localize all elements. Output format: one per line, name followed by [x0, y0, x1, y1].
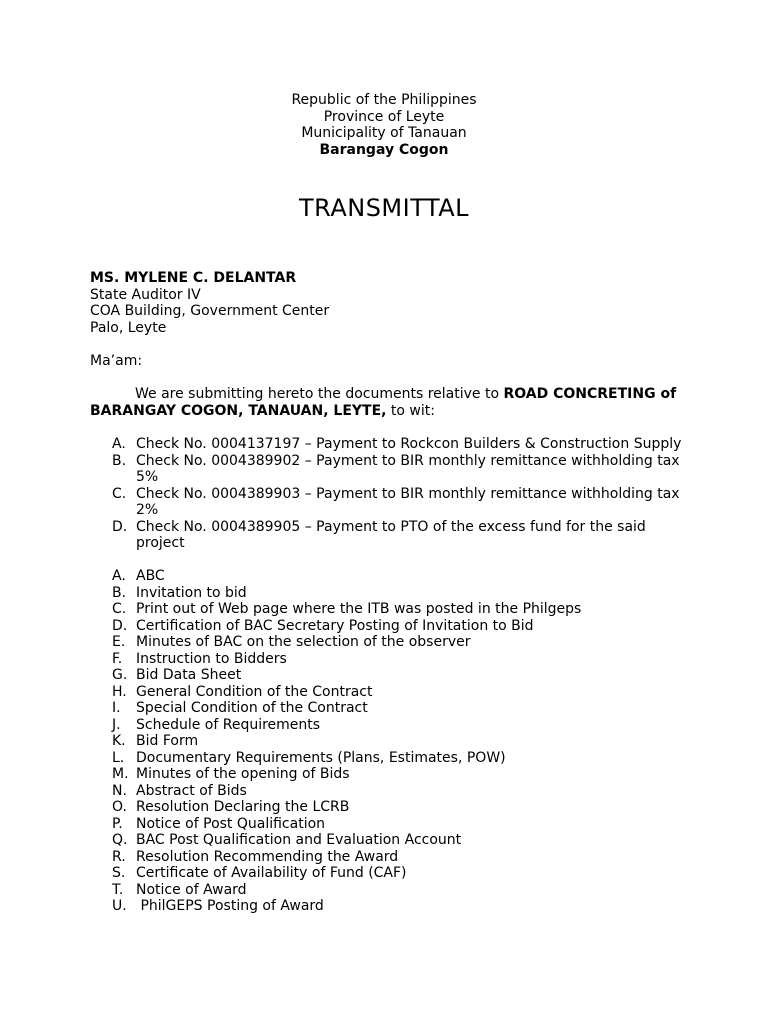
project-name: ROAD CONCRETING of BARANGAY COGON, TANAUAN, LEYTE, [90, 386, 677, 419]
list-item-text: Invitation to bid [136, 584, 247, 601]
document-list-item [112, 766, 692, 783]
list-item-text: Instruction to Bidders [136, 650, 287, 667]
letterhead-province: Province of Leyte [323, 108, 445, 125]
check-list-item [112, 436, 692, 453]
document-list-item [112, 733, 692, 750]
list-marker: N. [112, 782, 127, 799]
list-item-text: Notice of Post Qualification [136, 815, 326, 832]
list-marker: B. [112, 584, 127, 601]
list-marker: C. [112, 601, 127, 617]
list-marker: A. [112, 436, 126, 452]
list-marker: F. [112, 650, 123, 667]
list-marker: S. [112, 865, 126, 881]
document-list-item [112, 634, 692, 651]
document-list-item [112, 651, 692, 668]
addressee-office: COA Building, Government Center [90, 303, 330, 319]
list-marker: A. [112, 568, 126, 584]
list-item-text: Resolution Declaring the LCRB [136, 799, 350, 815]
document-list-item [112, 898, 692, 915]
list-item-text: Abstract of Bids [136, 782, 247, 799]
check-list-item [112, 453, 692, 486]
document-list-item [112, 618, 692, 635]
document-list-item [112, 816, 692, 833]
letterhead [0, 92, 768, 158]
document-list-item [112, 882, 692, 899]
salutation: Ma’am: [90, 353, 143, 369]
list-marker: M. [112, 766, 129, 782]
document-list-item [112, 717, 692, 734]
list-item-text: Check No. 0004389905 – Payment to PTO of the excess fund for the said project [136, 518, 651, 551]
list-item-text: Minutes of BAC on the selection of the observer [136, 634, 471, 650]
list-item-text: Print out of Web page where the ITB was posted in the Philgeps [136, 601, 582, 617]
document-list-item [112, 849, 692, 866]
check-list-item [112, 519, 692, 552]
addressee-block [90, 270, 329, 336]
list-item-text: General Condition of the Contract [136, 683, 373, 700]
list-item-text: Certification of BAC Secretary Posting of Invitation to Bid [136, 617, 534, 634]
document-list-item [112, 667, 692, 684]
list-item-text: Minutes of the opening of Bids [136, 766, 350, 782]
list-item-text: Schedule of Requirements [136, 716, 321, 733]
list-marker: J. [112, 716, 121, 733]
list-marker: K. [112, 733, 126, 749]
document-list-item [112, 832, 692, 849]
list-item-text: Check No. 0004137197 – Payment to Rockcon Builders & Construction Supply [136, 436, 682, 452]
document-list-item [112, 865, 692, 882]
list-item-text: Resolution Recommending the Award [136, 848, 399, 865]
list-marker: O. [112, 799, 127, 815]
letterhead-republic: Republic of the Philippines [291, 92, 477, 108]
addressee-position: State Auditor IV [90, 286, 201, 303]
document-list-item [112, 750, 692, 767]
list-item-text: Bid Form [136, 733, 199, 749]
list-item-text: BAC Post Qualification and Evaluation Account [136, 832, 462, 848]
list-marker: E. [112, 634, 126, 650]
document-list-item [112, 783, 692, 800]
list-item-text: ABC [136, 568, 165, 584]
addressee-location: Palo, Leyte [90, 319, 167, 336]
list-marker: Q. [112, 832, 128, 848]
document-list-item [112, 568, 692, 585]
list-marker: T. [112, 881, 124, 898]
list-marker: G. [112, 667, 128, 683]
list-marker: D. [112, 617, 128, 634]
body-intro: We are submitting hereto the documents relative to [135, 386, 504, 402]
check-list-item [112, 486, 692, 519]
list-item-text: Documentary Requirements (Plans, Estimates, POW) [136, 749, 506, 766]
list-item-text: Bid Data Sheet [136, 667, 242, 683]
list-item-text: Check No. 0004389902 – Payment to BIR monthly remittance withholding tax 5% [136, 452, 685, 485]
documents-list [112, 568, 692, 915]
list-marker: C. [112, 485, 127, 502]
list-item-text: Certificate of Availability of Fund (CAF) [136, 865, 407, 881]
document-list-item [112, 585, 692, 602]
document-list-item [112, 684, 692, 701]
list-item-text: PhilGEPS Posting of Award [136, 898, 324, 914]
document-list-item [112, 700, 692, 717]
document-title: TRANSMITTAL [298, 194, 470, 222]
list-marker: B. [112, 452, 127, 469]
list-marker: D. [112, 518, 128, 535]
list-marker: I. [112, 700, 121, 716]
list-item-text: Check No. 0004389903 – Payment to BIR monthly remittance withholding tax 2% [136, 485, 685, 518]
document-list-item [112, 799, 692, 816]
body-tail: to wit: [386, 402, 435, 419]
list-marker: H. [112, 683, 127, 700]
body-paragraph [90, 386, 690, 419]
letterhead-municipality: Municipality of Tanauan [301, 125, 467, 141]
list-item-text: Notice of Award [136, 881, 247, 898]
checks-list [112, 436, 692, 552]
list-marker: U. [112, 898, 127, 914]
list-marker: R. [112, 848, 126, 865]
addressee-name: MS. MYLENE C. DELANTAR [90, 270, 297, 286]
document-list-item [112, 601, 692, 618]
list-marker: L. [112, 749, 125, 766]
letterhead-barangay: Barangay Cogon [319, 141, 449, 158]
list-item-text: Special Condition of the Contract [136, 700, 368, 716]
list-marker: P. [112, 815, 123, 832]
